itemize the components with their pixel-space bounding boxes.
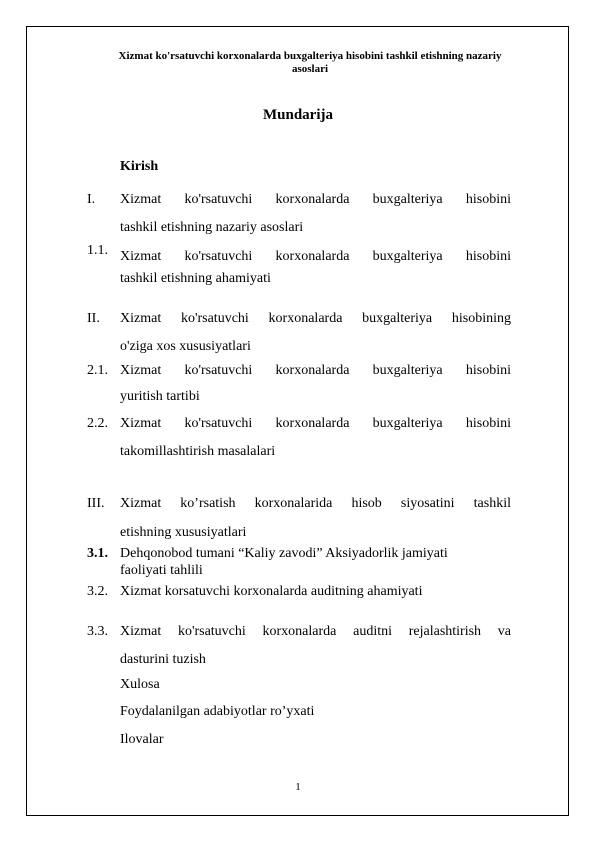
- toc-entry-text: Xizmat ko’rsatish korxonalarida hisob siyosatini tashkil: [120, 496, 511, 511]
- toc-entry-text: Xizmat ko'rsatuvchi korxonalarda buxgalteriya hisobini: [120, 192, 511, 207]
- toc-heading: Mundarija: [262, 107, 333, 123]
- page-number: 1: [295, 781, 301, 793]
- toc-entry-number: 2.1.: [87, 363, 108, 378]
- toc-entry-text: dasturini tuzish: [120, 652, 206, 667]
- toc-entry-number: 3.2.: [87, 584, 108, 599]
- toc-entry-text: Xizmat ko'rsatuvchi korxonalarda buxgalteriya hisobini: [120, 363, 511, 378]
- toc-entry-text: etishning xususiyatlari: [120, 525, 247, 540]
- toc-entry-number: 2.2.: [87, 416, 108, 431]
- toc-entry-text: tashkil etishning nazariy asoslari: [120, 220, 304, 235]
- toc-entry-number: II.: [87, 311, 100, 326]
- toc-entry-text: Ilovalar: [120, 732, 164, 747]
- toc-entry-text: Foydalanilgan adabiyotlar ro’yxati: [120, 704, 315, 719]
- toc-entry-text: Xizmat ko'rsatuvchi korxonalarda buxgalteriya hisobining: [120, 311, 511, 326]
- toc-entry-text: o'ziga xos xususiyatlari: [120, 339, 251, 354]
- toc-entry-text: Xizmat ko'rsatuvchi korxonalarda buxgalteriya hisobini: [120, 249, 511, 264]
- toc-entry-text: Xizmat ko'rsatuvchi korxonalarda auditni rejalashtirish va: [120, 624, 511, 639]
- toc-entry-text: Dehqonobod tumani “Kaliy zavodi” Aksiyadorlik jamiyati: [120, 546, 448, 561]
- toc-entry-text: faoliyati tahlili: [120, 563, 203, 578]
- toc-entry-number: 1.1.: [87, 243, 108, 258]
- toc-entry-text: takomillashtirish masalalari: [120, 444, 276, 459]
- toc-entry-number: 3.1.: [87, 546, 108, 561]
- toc-entry-text: Xulosa: [120, 677, 160, 692]
- toc-entry-text: Xizmat korsatuvchi korxonalarda auditning ahamiyati: [120, 584, 423, 599]
- toc-entry-number: I.: [87, 192, 96, 207]
- toc-entry-text: yuritish tartibi: [120, 389, 200, 404]
- toc-entry-text: Kirish: [120, 159, 159, 174]
- toc-entry-number: 3.3.: [87, 624, 108, 639]
- toc-entry-number: III.: [87, 496, 105, 511]
- toc-entry-text: tashkil etishning ahamiyati: [120, 271, 271, 286]
- toc-entry-text: Xizmat ko'rsatuvchi korxonalarda buxgalteriya hisobini: [120, 416, 511, 431]
- document-title: Xizmat ko'rsatuvchi korxonalarda buxgalteriya hisobini tashkil etishning nazariy asoslari: [118, 50, 502, 75]
